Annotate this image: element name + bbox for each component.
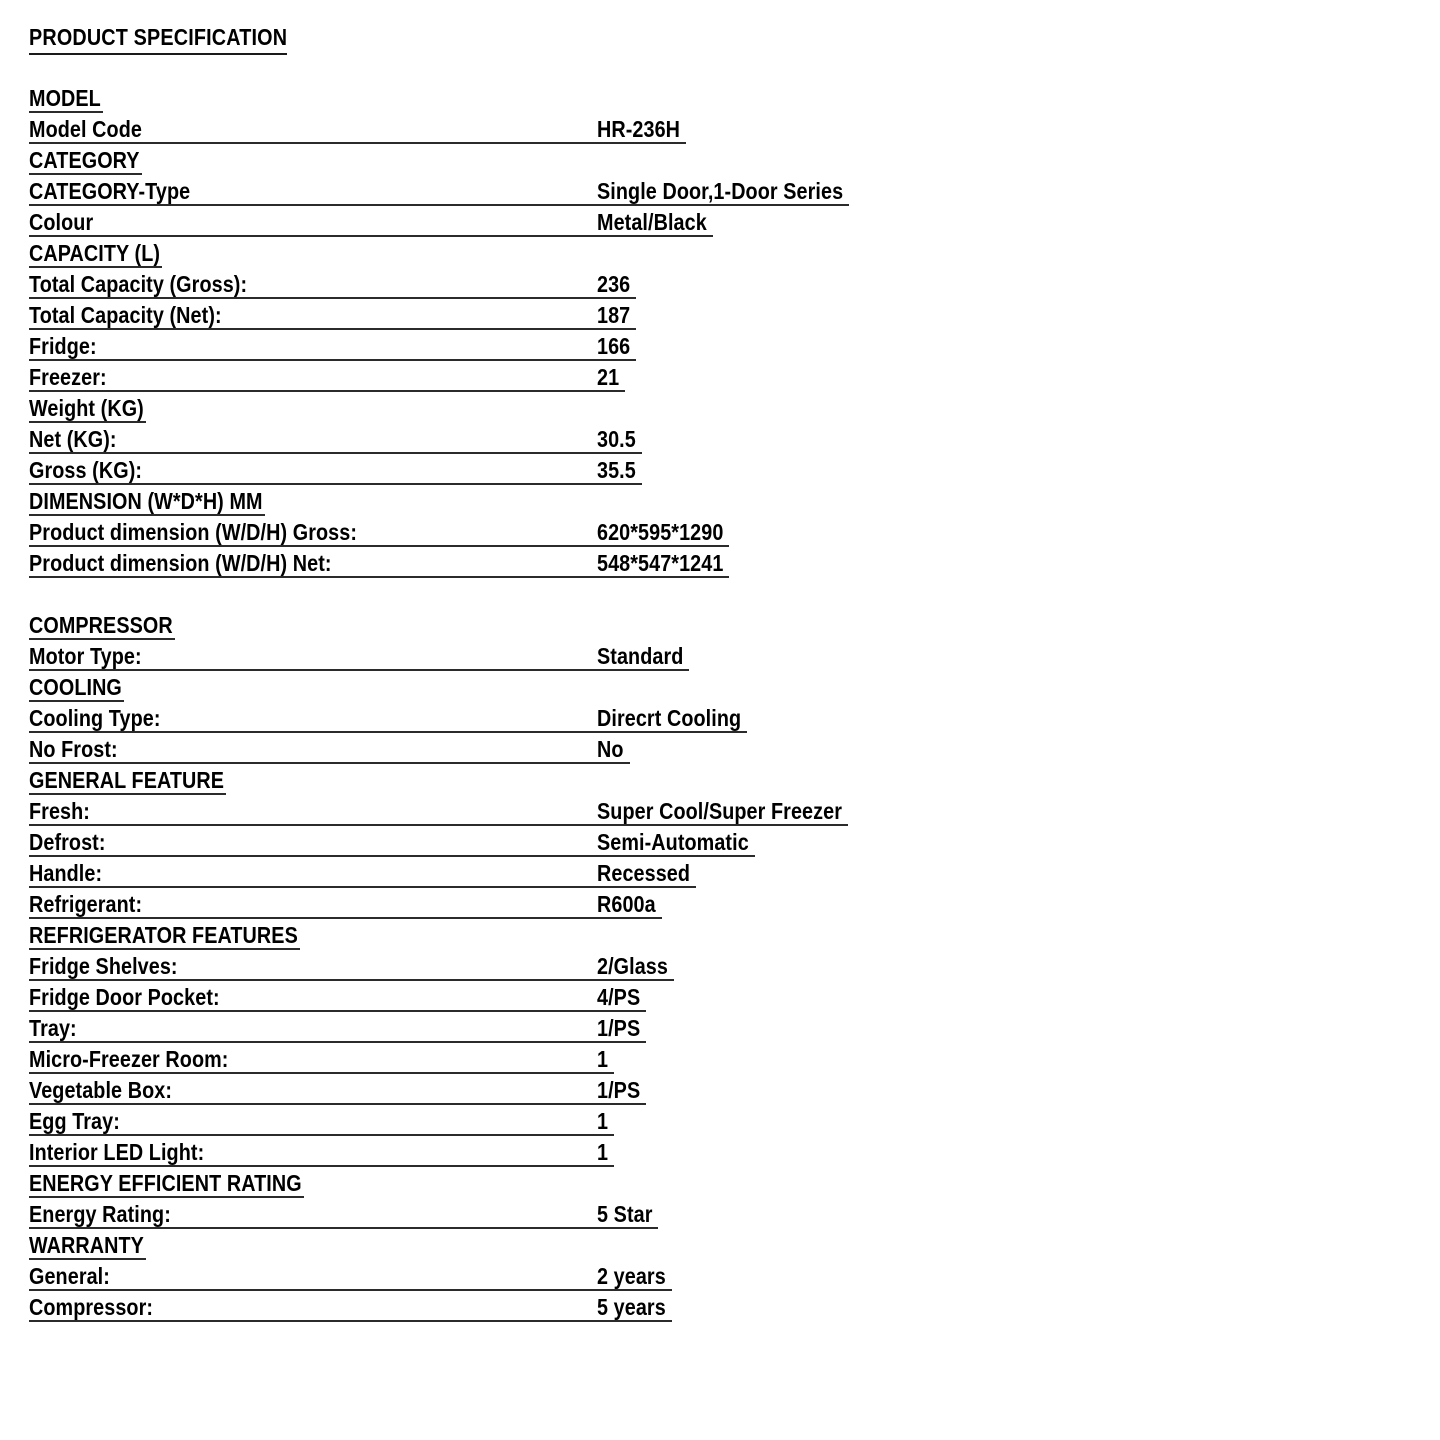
spec-label: Fridge Shelves: (29, 953, 178, 979)
spec-value: 21 (597, 364, 620, 390)
spec-value: Super Cool/Super Freezer (597, 798, 842, 824)
section-header-label: GENERAL FEATURE (29, 767, 225, 793)
spec-value: Standard (597, 643, 684, 669)
spec-value: 620*595*1290 (597, 519, 724, 545)
spec-label: Cooling Type: (29, 705, 161, 731)
spec-row (29, 981, 1129, 1012)
spec-value: 187 (597, 302, 631, 328)
spec-row (29, 361, 1129, 392)
spec-value: 30.5 (597, 426, 636, 452)
spec-row (29, 857, 1129, 888)
spec-value: 1/PS (597, 1077, 641, 1103)
specification-table (29, 82, 1129, 1322)
spec-label: Product dimension (W/D/H) Gross: (29, 519, 358, 545)
spec-label: Gross (KG): (29, 457, 143, 483)
section-header-label: Weight (KG) (29, 395, 144, 421)
section-header-label: CAPACITY (L) (29, 240, 161, 266)
section-header-row (29, 1167, 1129, 1198)
section-header-label: REFRIGERATOR FEATURES (29, 922, 298, 948)
section-header-row (29, 1229, 1129, 1260)
section-header-label: CATEGORY (29, 147, 140, 173)
page-title (29, 24, 287, 55)
spec-label: Tray: (29, 1015, 77, 1041)
spec-row (29, 206, 1129, 237)
section-header-row (29, 144, 1129, 175)
spec-value: 1 (597, 1108, 609, 1134)
section-header-row (29, 392, 1129, 423)
spec-row (29, 175, 1129, 206)
spec-value: 4/PS (597, 984, 641, 1010)
spec-row (29, 547, 1129, 578)
spec-label: Net (KG): (29, 426, 117, 452)
spec-label: Fresh: (29, 798, 90, 824)
spec-row (29, 268, 1129, 299)
spec-label: Refrigerant: (29, 891, 143, 917)
spec-row (29, 516, 1129, 547)
spec-label: Vegetable Box: (29, 1077, 173, 1103)
section-header-label: WARRANTY (29, 1232, 144, 1258)
spec-value: 5 Star (597, 1201, 653, 1227)
spec-value: No (597, 736, 624, 762)
spec-label: Handle: (29, 860, 103, 886)
spec-value: R600a (597, 891, 656, 917)
spec-value: 35.5 (597, 457, 636, 483)
spec-label: Total Capacity (Net): (29, 302, 222, 328)
spec-value: Recessed (597, 860, 691, 886)
spec-row (29, 733, 1129, 764)
spec-row (29, 1260, 1129, 1291)
section-header-label: ENERGY EFFICIENT RATING (29, 1170, 302, 1196)
spec-row (29, 826, 1129, 857)
section-header-row (29, 764, 1129, 795)
spec-row (29, 423, 1129, 454)
spec-value: 2 years (597, 1263, 666, 1289)
spec-row (29, 1074, 1129, 1105)
spec-value: Semi-Automatic (597, 829, 749, 855)
spec-label: Defrost: (29, 829, 106, 855)
section-header-row (29, 609, 1129, 640)
spec-label: Compressor: (29, 1294, 154, 1320)
spec-row (29, 113, 1129, 144)
spec-row (29, 702, 1129, 733)
spec-label: Egg Tray: (29, 1108, 120, 1134)
spec-label: Fridge Door Pocket: (29, 984, 220, 1010)
spec-value: Metal/Black (597, 209, 707, 235)
spec-label: Fridge: (29, 333, 97, 359)
spec-label: Energy Rating: (29, 1201, 171, 1227)
section-header-row (29, 237, 1129, 268)
spacer-row (29, 578, 1129, 609)
spec-row (29, 640, 1129, 671)
section-header-label: MODEL (29, 85, 101, 111)
spec-value: Direcrt Cooling (597, 705, 742, 731)
spec-row (29, 1198, 1129, 1229)
section-header-label: COOLING (29, 674, 122, 700)
spec-label: Colour (29, 209, 94, 235)
spec-value: 2/Glass (597, 953, 668, 979)
spec-label: Freezer: (29, 364, 107, 390)
spec-value: 1 (597, 1046, 609, 1072)
spec-label: Motor Type: (29, 643, 142, 669)
spec-label: Total Capacity (Gross): (29, 271, 248, 297)
spec-value: 166 (597, 333, 631, 359)
spec-row (29, 950, 1129, 981)
row-underline (29, 1320, 672, 1322)
spec-row (29, 299, 1129, 330)
section-header-row (29, 82, 1129, 113)
spec-value: Single Door,1-Door Series (597, 178, 844, 204)
section-header-label: COMPRESSOR (29, 612, 173, 638)
section-header-row (29, 919, 1129, 950)
section-header-row (29, 671, 1129, 702)
page-title-text: PRODUCT SPECIFICATION (29, 24, 287, 55)
spec-row (29, 1136, 1129, 1167)
spec-row (29, 1105, 1129, 1136)
section-header-label: DIMENSION (W*D*H) MM (29, 488, 263, 514)
spec-row (29, 888, 1129, 919)
spec-value: HR-236H (597, 116, 681, 142)
spec-label: General: (29, 1263, 110, 1289)
spec-label: Model Code (29, 116, 142, 142)
spec-label: Micro-Freezer Room: (29, 1046, 229, 1072)
spec-row (29, 454, 1129, 485)
spec-row (29, 1291, 1129, 1322)
spec-value: 1 (597, 1139, 609, 1165)
spec-row (29, 1043, 1129, 1074)
spec-row (29, 330, 1129, 361)
spec-row (29, 795, 1129, 826)
spec-label: CATEGORY-Type (29, 178, 191, 204)
spec-label: Interior LED Light: (29, 1139, 205, 1165)
section-header-row (29, 485, 1129, 516)
spec-value: 5 years (597, 1294, 666, 1320)
spec-value: 1/PS (597, 1015, 641, 1041)
spec-value: 548*547*1241 (597, 550, 724, 576)
spec-label: No Frost: (29, 736, 118, 762)
spec-value: 236 (597, 271, 631, 297)
spec-label: Product dimension (W/D/H) Net: (29, 550, 332, 576)
spec-row (29, 1012, 1129, 1043)
